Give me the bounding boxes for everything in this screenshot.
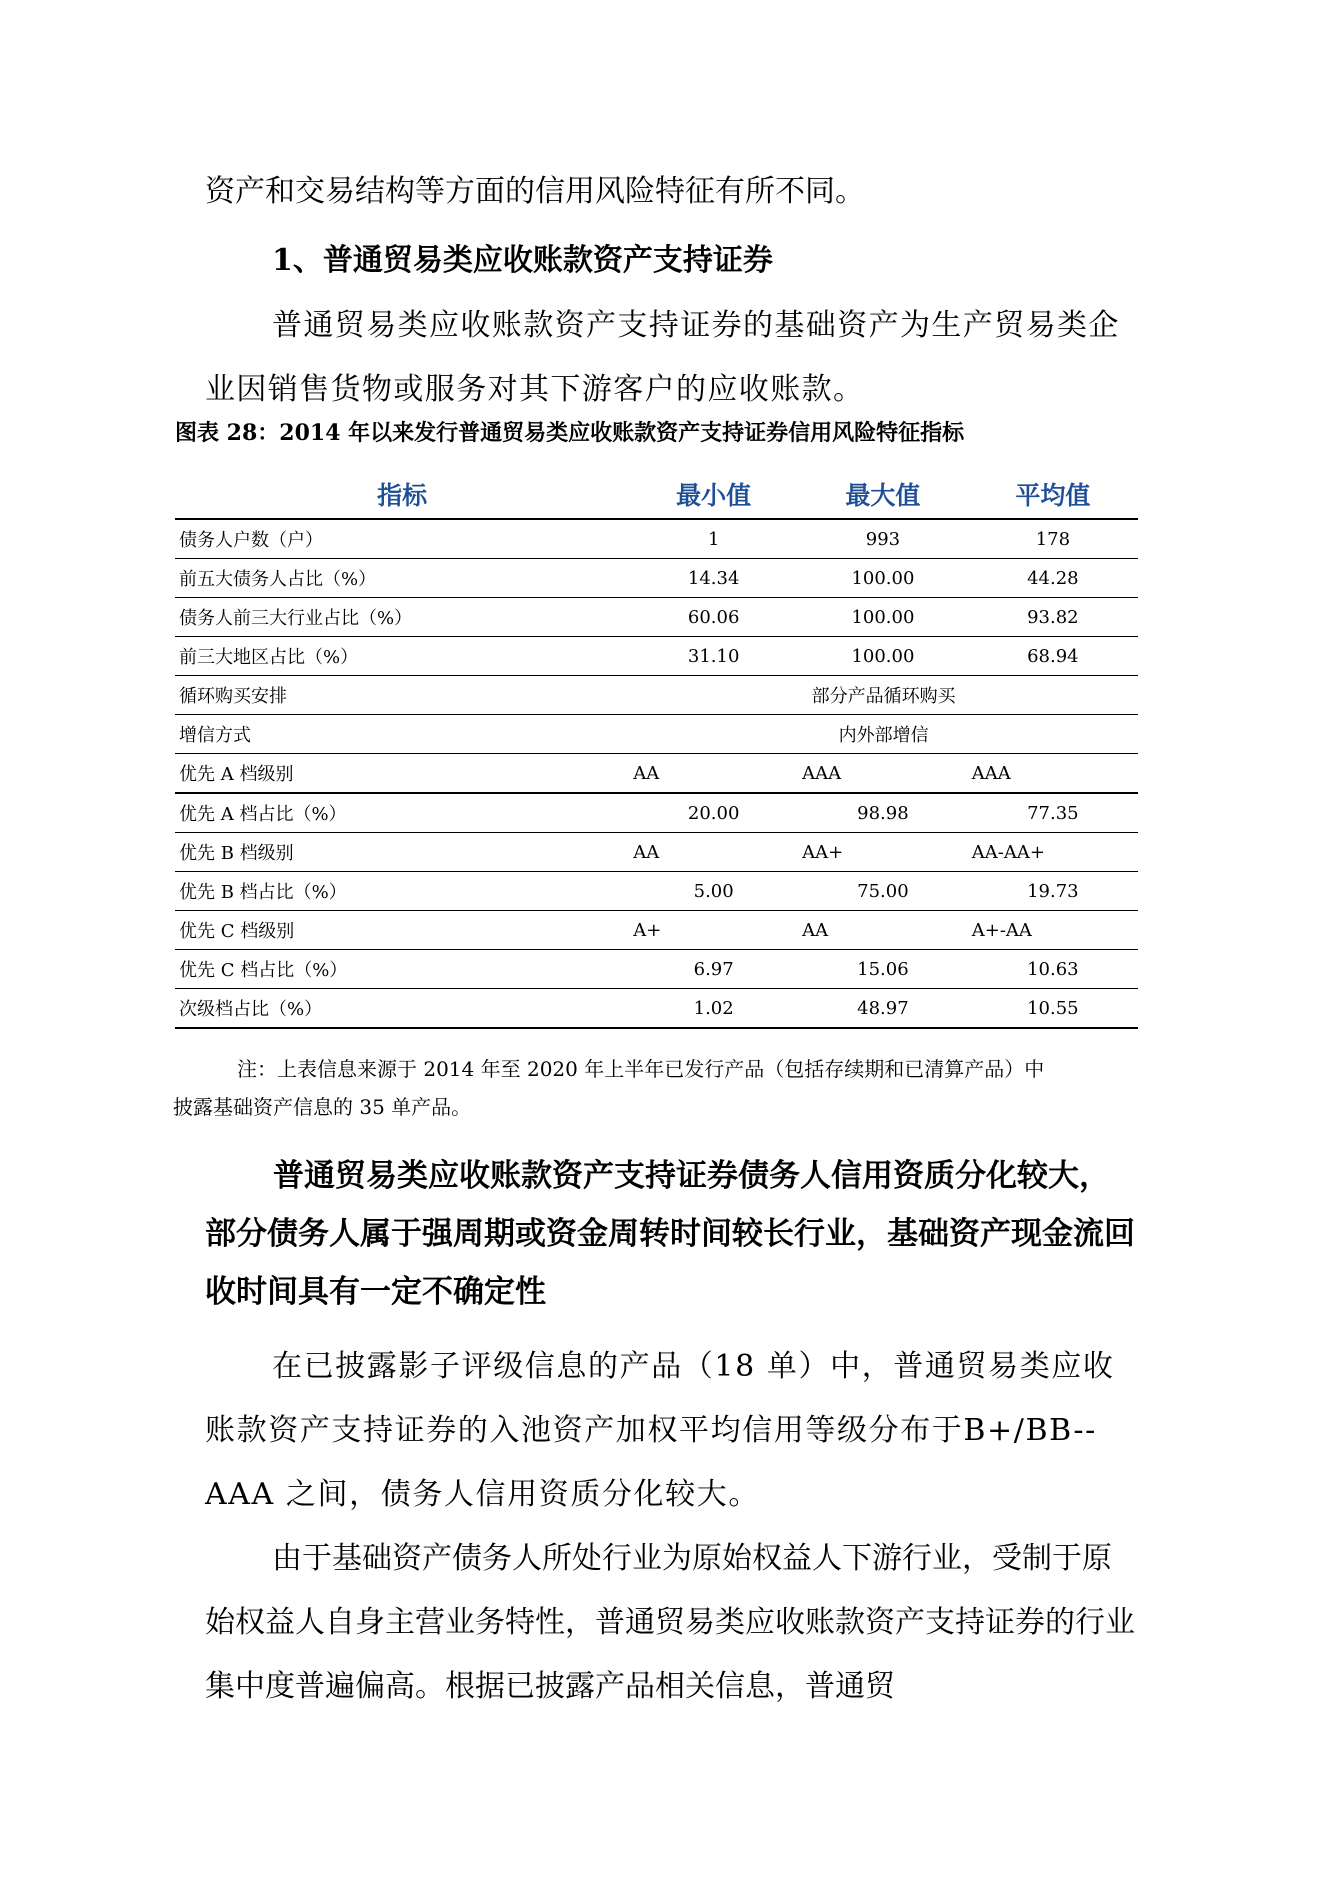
table-note xyxy=(173,1050,1140,1126)
table-caption: 图表 28：2014 年以来发行普通贸易类应收账款资产支持证券信用风险特征指标 xyxy=(175,420,965,446)
row-avg: 68.94 xyxy=(968,637,1138,676)
table-row xyxy=(175,519,1138,559)
row-name: 债务人户数（户） xyxy=(175,519,629,559)
table-row xyxy=(175,715,1138,754)
row-avg: 10.63 xyxy=(968,950,1138,989)
row-max: 98.98 xyxy=(798,793,968,833)
row-min: 1.02 xyxy=(629,989,798,1029)
header-avg: 平均值 xyxy=(968,470,1138,519)
row-min: 31.10 xyxy=(629,637,798,676)
row-name: 次级档占比（%） xyxy=(175,989,629,1029)
row-max: AA xyxy=(798,911,968,950)
table-header-row xyxy=(175,470,1138,519)
row-min: AA xyxy=(629,754,798,794)
row-min: 60.06 xyxy=(629,598,798,637)
row-merged-value: 内外部增信 xyxy=(629,715,1138,754)
table-row xyxy=(175,793,1138,833)
header-max: 最大值 xyxy=(798,470,968,519)
row-merged-value: 部分产品循环购买 xyxy=(629,676,1138,715)
row-max: 15.06 xyxy=(798,950,968,989)
row-name: 增信方式 xyxy=(175,715,629,754)
row-min: 14.34 xyxy=(629,559,798,598)
row-avg: 178 xyxy=(968,519,1138,559)
row-avg: 93.82 xyxy=(968,598,1138,637)
row-name: 前五大债务人占比（%） xyxy=(175,559,629,598)
table-row xyxy=(175,559,1138,598)
row-max: 48.97 xyxy=(798,989,968,1029)
intro-paragraph: 普通贸易类应收账款资产支持证券的基础资产为生产贸易类企业因销售货物或服务对其下游客户的应收账款。 xyxy=(205,308,1120,407)
section-title: 1、普通贸易类应收账款资产支持证券 xyxy=(272,243,773,278)
row-name: 优先 C 档占比（%） xyxy=(175,950,629,989)
table-note-line-2: 披露基础资产信息的 35 单产品。 xyxy=(173,1095,472,1119)
row-name: 优先 C 档级别 xyxy=(175,911,629,950)
row-avg: 19.73 xyxy=(968,872,1138,911)
lead-line: 资产和交易结构等方面的信用风险特征有所不同。 xyxy=(205,174,865,209)
row-max: AA+ xyxy=(798,833,968,872)
key-finding-heading: 普通贸易类应收账款资产支持证券债务人信用资质分化较大，部分债务人属于强周期或资金周转时间较长行业，基础资产现金流回收时间具有一定不确定性 xyxy=(205,1158,1135,1310)
row-min: 1 xyxy=(629,519,798,559)
row-name: 优先 A 档占比（%） xyxy=(175,793,629,833)
header-indicator: 指标 xyxy=(175,470,629,519)
table-row xyxy=(175,598,1138,637)
table-row xyxy=(175,872,1138,911)
table-row xyxy=(175,637,1138,676)
table-row xyxy=(175,676,1138,715)
row-avg: 77.35 xyxy=(968,793,1138,833)
risk-indicator-table xyxy=(175,470,1138,1029)
row-min: AA xyxy=(629,833,798,872)
table-note-line-1: 注：上表信息来源于 2014 年至 2020 年上半年已发行产品（包括存续期和已清算产品）中 xyxy=(237,1057,1045,1081)
row-avg: AA-AA+ xyxy=(968,833,1138,872)
row-min: A+ xyxy=(629,911,798,950)
row-min: 6.97 xyxy=(629,950,798,989)
row-min: 5.00 xyxy=(629,872,798,911)
row-name: 前三大地区占比（%） xyxy=(175,637,629,676)
table-row xyxy=(175,911,1138,950)
row-name: 债务人前三大行业占比（%） xyxy=(175,598,629,637)
row-max: 75.00 xyxy=(798,872,968,911)
row-name: 优先 B 档级别 xyxy=(175,833,629,872)
row-min: 20.00 xyxy=(629,793,798,833)
industry-concentration-paragraph: 由于基础资产债务人所处行业为原始权益人下游行业，受制于原始权益人自身主营业务特性，普通贸易类应收账款资产支持证券的行业集中度普遍偏高。根据已披露产品相关信息，普通贸 xyxy=(205,1541,1135,1704)
row-max: 100.00 xyxy=(798,598,968,637)
row-avg: 10.55 xyxy=(968,989,1138,1029)
header-min: 最小值 xyxy=(629,470,798,519)
table-row xyxy=(175,833,1138,872)
row-max: 100.00 xyxy=(798,559,968,598)
row-name: 循环购买安排 xyxy=(175,676,629,715)
table-row xyxy=(175,754,1138,794)
row-max: AAA xyxy=(798,754,968,794)
row-avg: A+-AA xyxy=(968,911,1138,950)
table-row xyxy=(175,950,1138,989)
row-avg: 44.28 xyxy=(968,559,1138,598)
row-max: 993 xyxy=(798,519,968,559)
shadow-rating-paragraph: 在已披露影子评级信息的产品（18 单）中，普通贸易类应收账款资产支持证券的入池资产加权平均信用等级分布于B+/BB--AAA 之间，债务人信用资质分化较大。 xyxy=(205,1349,1115,1512)
row-avg: AAA xyxy=(968,754,1138,794)
row-max: 100.00 xyxy=(798,637,968,676)
table-row xyxy=(175,989,1138,1029)
row-name: 优先 B 档占比（%） xyxy=(175,872,629,911)
row-name: 优先 A 档级别 xyxy=(175,754,629,794)
